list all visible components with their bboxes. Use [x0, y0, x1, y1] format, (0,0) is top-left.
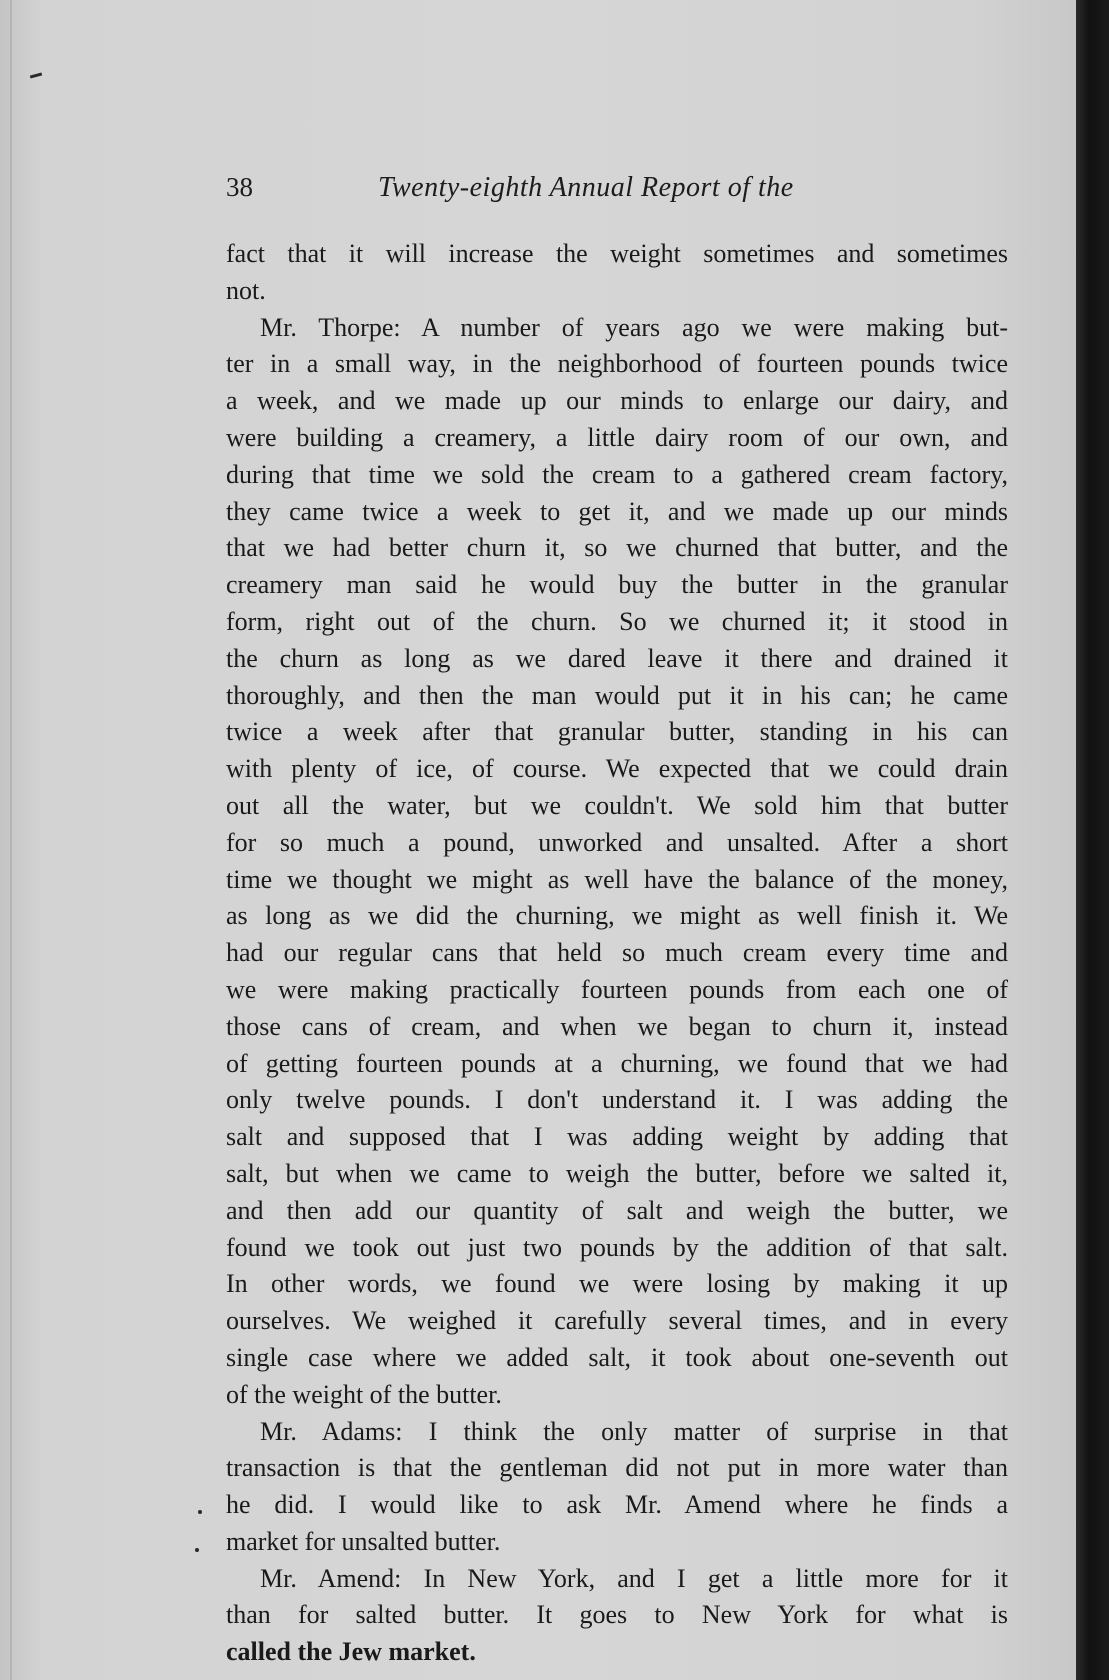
body-text — [226, 236, 1026, 1671]
text-line: they came twice a week to get it, and we made up our minds — [226, 496, 1008, 526]
margin-dot — [198, 1510, 202, 1514]
text-line: form, right out of the churn. So we churned it; it stood in — [226, 606, 1008, 636]
text-line: fact that it will increase the weight sometimes and sometimes — [226, 239, 1008, 268]
text-line: of getting fourteen pounds at a churning, we found that we had — [226, 1048, 1008, 1078]
text-line: thoroughly, and then the man would put it in his can; he came — [226, 680, 1008, 710]
book-binding-edge — [1076, 0, 1109, 1680]
text-line: found we took out just two pounds by the addition of that salt. — [226, 1232, 1008, 1262]
text-line: salt and supposed that I was adding weight by adding that — [226, 1122, 1008, 1152]
text-line: Mr. Adams: I think the only matter of surprise in that — [260, 1416, 1008, 1446]
text-line: only twelve pounds. I don't understand it. I was adding the — [226, 1085, 1008, 1115]
text-line: with plenty of ice, of course. We expected that we could drain — [226, 754, 1008, 784]
text-line: time we thought we might as well have the balance of the money, — [226, 864, 1008, 894]
page-left-edge — [10, 0, 12, 1680]
text-line: those cans of cream, and when we began to churn it, instead — [226, 1011, 1008, 1041]
text-line: twice a week after that granular butter, standing in his can — [226, 717, 1008, 747]
text-line: had our regular cans that held so much cream every time and — [226, 938, 1008, 968]
text-line: that we had better churn it, so we churned that butter, and the — [226, 533, 1008, 563]
margin-dot — [195, 1548, 199, 1552]
text-line: he did. I would like to ask Mr. Amend where he finds a — [226, 1490, 1008, 1520]
text-line: ter in a small way, in the neighborhood of fourteen pounds twice — [226, 349, 1008, 379]
text-line: single case where we added salt, it took about one-seventh out — [226, 1342, 1008, 1372]
text-line: during that time we sold the cream to a gathered cream factory, — [226, 459, 1008, 489]
text-line: for so much a pound, unworked and unsalted. After a short — [226, 827, 1008, 857]
text-line: not. — [226, 275, 266, 305]
text-line: creamery man said he would buy the butter in the granular — [226, 570, 1008, 600]
text-line: Mr. Thorpe: A number of years ago we were making but- — [260, 312, 1008, 342]
margin-mark — [30, 72, 42, 78]
text-line: transaction is that the gentleman did not put in more water than — [226, 1453, 1008, 1483]
text-line: a week, and we made up our minds to enlarge our dairy, and — [226, 386, 1008, 416]
text-line: out all the water, but we couldn't. We sold him that butter — [226, 790, 1008, 820]
text-line: were building a creamery, a little dairy room of our own, and — [226, 422, 1008, 452]
text-line: the churn as long as we dared leave it there and drained it — [226, 643, 1008, 673]
text-line: ourselves. We weighed it carefully several times, and in every — [226, 1306, 1008, 1336]
text-line: of the weight of the butter. — [226, 1379, 502, 1409]
text-line: Mr. Amend: In New York, and I get a little more for it — [260, 1563, 1008, 1593]
text-line: called the Jew market. — [226, 1637, 476, 1667]
page-number: 38 — [226, 172, 253, 202]
text-line: as long as we did the churning, we might as well finish it. We — [226, 901, 1008, 931]
text-line: market for unsalted butter. — [226, 1526, 501, 1556]
text-line: salt, but when we came to weigh the butter, before we salted it, — [226, 1158, 1008, 1188]
running-title: Twenty-eighth Annual Report of the — [378, 172, 794, 203]
text-line: we were making practically fourteen pounds from each one of — [226, 974, 1008, 1004]
text-line: and then add our quantity of salt and weigh the butter, we — [226, 1195, 1008, 1225]
text-line: In other words, we found we were losing by making it up — [226, 1269, 1008, 1299]
page-header — [226, 172, 866, 212]
text-line: than for salted butter. It goes to New York for what is — [226, 1600, 1008, 1630]
